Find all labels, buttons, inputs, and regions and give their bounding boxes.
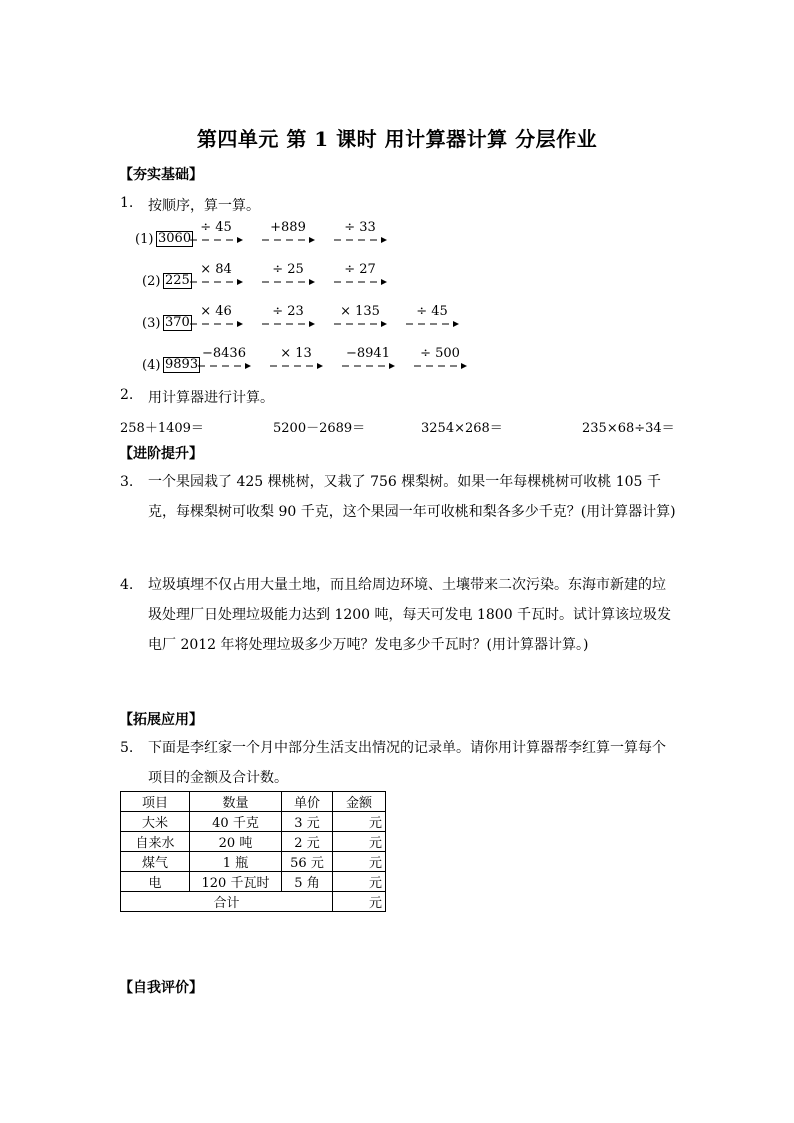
table-row <box>121 812 386 832</box>
expense-table <box>120 791 386 912</box>
dashed-arrow-icon <box>268 362 324 370</box>
dashed-arrow-icon <box>188 278 244 286</box>
q1-operation-label: +889 <box>270 220 306 235</box>
q1-operation-label: ÷ 23 <box>272 304 304 319</box>
q1-row-label: (3) <box>142 316 161 331</box>
q3-text: 一个果园栽了 425 棵桃树，又栽了 756 棵梨树。如果一年每棵桃树可收桃 105 千克，每棵梨树可收梨 90 千克，这个果园一年可收桃和梨各多少千克？(用计算器计算) <box>148 474 676 520</box>
dashed-arrow-icon <box>260 278 316 286</box>
dashed-arrow-icon <box>188 236 244 244</box>
calc-item-1: 258＋1409＝ <box>120 421 204 436</box>
q1-operation-label: × 84 <box>200 262 232 277</box>
section-extend-heading: 【拓展应用】 <box>119 712 203 728</box>
q1-operation-label: ÷ 33 <box>344 220 376 235</box>
table-row <box>121 852 386 872</box>
header-cell: 数量 <box>190 792 282 812</box>
section-self-heading: 【自我评价】 <box>119 980 203 996</box>
dashed-arrow-icon <box>340 362 396 370</box>
table-cell: 120 千瓦时 <box>190 872 282 892</box>
q1-text: 按顺序，算一算。 <box>148 198 260 214</box>
amount-cell[interactable]: 元 <box>333 872 386 892</box>
dashed-arrow-icon <box>332 320 388 328</box>
q3-number: 3. <box>120 474 134 490</box>
q4-number: 4. <box>120 577 134 593</box>
q1-operation-label: ÷ 25 <box>272 262 304 277</box>
dashed-arrow-icon <box>412 362 468 370</box>
q1-operation-label: ÷ 500 <box>420 346 460 361</box>
table-total-row <box>121 892 386 912</box>
q1-operation-label: ÷ 45 <box>416 304 448 319</box>
page-title: 第四单元 第 1 课时 用计算器计算 分层作业 <box>196 127 598 151</box>
table-cell: 大米 <box>121 812 190 832</box>
header-cell: 单价 <box>282 792 333 812</box>
total-amount-cell[interactable]: 元 <box>333 892 386 912</box>
dashed-arrow-icon <box>332 278 388 286</box>
header-cell: 项目 <box>121 792 190 812</box>
q1-operation-label: ÷ 27 <box>344 262 376 277</box>
dashed-arrow-icon <box>260 236 316 244</box>
q1-number: 1. <box>120 195 134 211</box>
table-cell: 20 吨 <box>190 832 282 852</box>
table-cell: 3 元 <box>282 812 333 832</box>
q1-operation-label: −8436 <box>202 346 246 361</box>
amount-cell[interactable]: 元 <box>333 832 386 852</box>
section-basic-heading: 【夯实基础】 <box>119 167 203 183</box>
total-label: 合计 <box>121 892 333 912</box>
q4-text: 垃圾填埋不仅占用大量土地，而且给周边环境、土壤带来二次污染。东海市新建的垃圾处理厂日处理垃圾能力达到 1200 吨，每天可发电 1800 千瓦时。试计算该垃圾发电厂 2012 年将处理垃圾多少万吨？发电多少千瓦时？(用计算器计算。) <box>148 577 672 653</box>
amount-cell[interactable]: 元 <box>333 852 386 872</box>
q1-operation-label: × 135 <box>340 304 380 319</box>
dashed-arrow-icon <box>404 320 460 328</box>
dashed-arrow-icon <box>188 320 244 328</box>
table-cell: 自来水 <box>121 832 190 852</box>
q1-operation-label: × 46 <box>200 304 232 319</box>
q1-operation-label: ÷ 45 <box>200 220 232 235</box>
amount-cell[interactable]: 元 <box>333 812 386 832</box>
table-cell: 5 角 <box>282 872 333 892</box>
q1-operation-label: × 13 <box>280 346 312 361</box>
q2-number: 2. <box>120 387 134 403</box>
section-advanced-heading: 【进阶提升】 <box>119 446 203 462</box>
q1-operation-label: −8941 <box>346 346 390 361</box>
table-cell: 56 元 <box>282 852 333 872</box>
q1-start-number: 225 <box>165 273 190 288</box>
calc-item-3: 3254×268＝ <box>421 421 503 436</box>
q1-row-label: (4) <box>142 358 161 373</box>
table-cell: 40 千克 <box>190 812 282 832</box>
calc-item-2: 5200－2689＝ <box>273 421 366 436</box>
table-row <box>121 832 386 852</box>
q1-row-label: (2) <box>142 274 161 289</box>
calc-item-4: 235×68÷34＝ <box>582 421 675 436</box>
table-cell: 2 元 <box>282 832 333 852</box>
header-cell: 金额 <box>333 792 386 812</box>
q1-row-label: (1) <box>135 232 154 247</box>
dashed-arrow-icon <box>332 236 388 244</box>
table-header-row <box>121 792 386 812</box>
q2-text: 用计算器进行计算。 <box>148 390 274 406</box>
table-cell: 煤气 <box>121 852 190 872</box>
q1-start-number: 3060 <box>158 231 192 246</box>
table-cell: 1 瓶 <box>190 852 282 872</box>
q1-start-number: 9893 <box>165 357 199 372</box>
q5-text: 下面是李红家一个月中部分生活支出情况的记录单。请你用计算器帮李红算一算每个项目的金额及合计数。 <box>148 740 666 786</box>
dashed-arrow-icon <box>196 362 252 370</box>
q5-number: 5. <box>120 740 134 756</box>
table-row <box>121 872 386 892</box>
q1-start-number: 370 <box>165 315 190 330</box>
dashed-arrow-icon <box>260 320 316 328</box>
table-cell: 电 <box>121 872 190 892</box>
